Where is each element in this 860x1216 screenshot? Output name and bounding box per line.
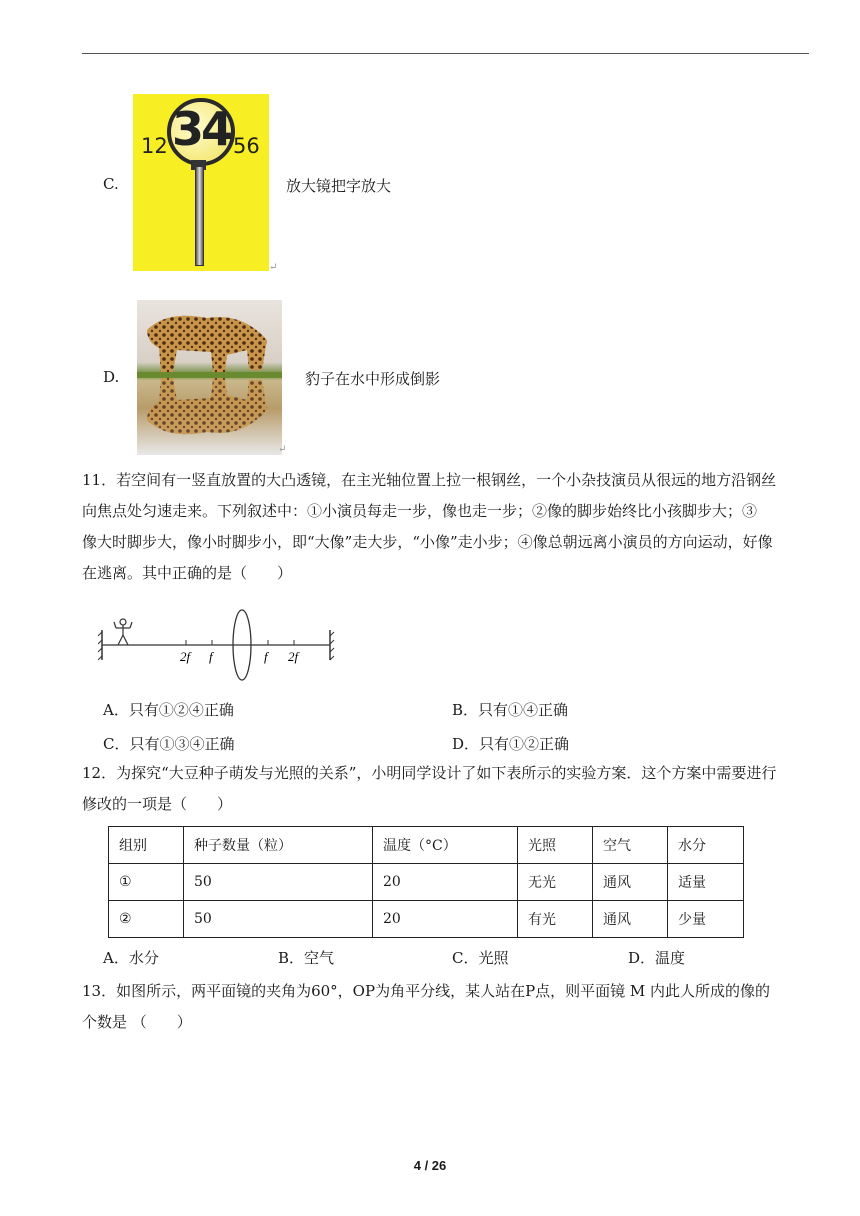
table-cell: 有光 [518, 901, 593, 938]
header-rule [82, 53, 809, 54]
table-row [109, 901, 744, 938]
question-12-text [82, 758, 812, 820]
question-11-line: 在逃离。其中正确的是（ ） [82, 564, 293, 582]
option-d-caption: 豹子在水中形成倒影 [305, 370, 441, 388]
table-header: 温度（°C） [373, 827, 518, 864]
table-cell: 20 [373, 864, 518, 901]
table-header-row [109, 827, 744, 864]
table-header: 水分 [668, 827, 744, 864]
question-11-line: 向焦点处匀速走来。下列叙述中：①小演员每走一步，像也走一步；②像的脚步始终比小孩脚步大；③ [82, 502, 758, 520]
page-number: 4 / 26 [413, 1158, 447, 1173]
q11-option-d[interactable]: D．只有①②正确 [452, 735, 570, 753]
magnifier-handle [195, 166, 204, 266]
table-cell: 20 [373, 901, 518, 938]
q11-option-b[interactable]: B．只有①④正确 [452, 701, 569, 719]
acrobat-figure [114, 619, 132, 645]
leopard-illustration [137, 300, 282, 455]
question-12-line: 12．为探究“大豆种子萌发与光照的关系”，小明同学设计了如下表所示的实验方案．这个方案中需要进行 [82, 764, 777, 782]
table-row [109, 864, 744, 901]
magnifier-digits-right: 56 [233, 134, 260, 158]
table-cell: 无光 [518, 864, 593, 901]
experiment-table [108, 826, 744, 938]
table-cell: 50 [184, 901, 373, 938]
table-cell: ② [109, 901, 184, 938]
table-header: 组别 [109, 827, 184, 864]
table-header: 种子数量（粒） [184, 827, 373, 864]
question-11-text [82, 465, 812, 589]
magnifier-digits-big: 34 [171, 102, 230, 156]
question-11-line: 像大时脚步大，像小时脚步小，即“大像”走大步，“小像”走小步；④像总朝远离小演员的方向运动，好像 [82, 533, 773, 551]
q12-option-d[interactable]: D．温度 [628, 949, 686, 967]
option-c-caption: 放大镜把字放大 [286, 177, 392, 195]
table-cell: 少量 [668, 901, 744, 938]
q11-option-c[interactable]: C．只有①③④正确 [103, 735, 235, 753]
label-2f-right: 2f [288, 649, 299, 664]
magnifier-digits-left: 12 [141, 134, 168, 158]
table-cell: 适量 [668, 864, 744, 901]
table-header: 空气 [593, 827, 668, 864]
leopard-image [137, 300, 282, 455]
q12-option-c[interactable]: C．光照 [452, 949, 509, 967]
paragraph-mark: ↵ [278, 444, 287, 455]
question-13-line: 13．如图所示，两平面镜的夹角为60°，OP为角平分线，某人站在P点，则平面镜 M 内此人所成的像的 [82, 982, 771, 1000]
paragraph-mark: ↵ [269, 262, 278, 273]
question-11-line: 11．若空间有一竖直放置的大凸透镜，在主光轴位置上拉一根钢丝，一个小杂技演员从很远的地方沿钢丝 [82, 471, 777, 489]
question-13-text [82, 976, 812, 1038]
table-cell: 通风 [593, 864, 668, 901]
table-cell: ① [109, 864, 184, 901]
table-cell: 通风 [593, 901, 668, 938]
table-cell: 50 [184, 864, 373, 901]
label-2f-left: 2f [180, 649, 191, 664]
q12-option-b[interactable]: B．空气 [278, 949, 335, 967]
q11-option-a[interactable]: A．只有①②④正确 [103, 701, 234, 719]
label-f-right: f [264, 649, 268, 664]
question-13-line: 个数是 （ ） [82, 1013, 192, 1031]
question-12-line: 修改的一项是（ ） [82, 795, 233, 813]
label-f-left: f [209, 649, 213, 664]
magnifier-image [133, 94, 269, 271]
lens-diagram [98, 608, 338, 683]
option-d-letter: D. [103, 368, 120, 386]
q12-option-a[interactable]: A．水分 [103, 949, 159, 967]
option-c-letter: C. [103, 175, 119, 193]
table-header: 光照 [518, 827, 593, 864]
